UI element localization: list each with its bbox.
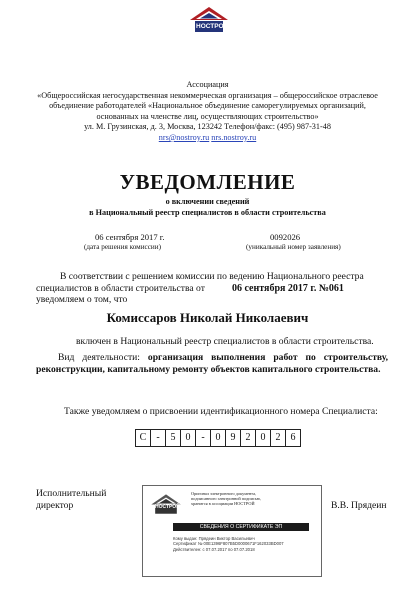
para1-line-1: В соответствии с решением комиссии по ведению Национального реестра xyxy=(60,271,364,282)
signer-title-line-1: Исполнительный xyxy=(36,488,107,499)
subtitle-line-1: о включении сведений xyxy=(165,197,250,206)
id-char: 2 xyxy=(271,430,286,446)
id-char: 0 xyxy=(211,430,226,446)
cert-number: Сертификат № 00E1396F807B5D0000671F162033BD007 xyxy=(173,541,284,547)
stamp-certificate-details xyxy=(173,536,318,552)
para1-line-2: специалистов в области строительства от xyxy=(36,282,205,294)
decision-date: 06 сентября 2017 г. xyxy=(95,232,165,242)
digital-signature-stamp xyxy=(142,485,322,577)
stamp-logo xyxy=(149,492,183,520)
person-name: Комиссаров Николай Николаевич xyxy=(106,310,309,325)
decision-date-label: (дата решения комиссии) xyxy=(84,243,162,251)
nostroy-logo xyxy=(187,6,231,38)
inclusion-statement: включен в Национальный реестр специалистов в области строительства. xyxy=(76,336,374,347)
stamp-note-line-1: Оригинал электронного документа, xyxy=(191,491,257,496)
stamp-header-bar: СВЕДЕНИЯ О СЕРТИФИКАТЕ ЭП xyxy=(173,523,309,531)
application-number: 0092026 xyxy=(270,232,301,242)
id-char: - xyxy=(196,430,211,446)
logo-text: НОСТРОЙ xyxy=(196,22,229,30)
stamp-note-line-3: хранится в ассоциации НОСТРОЙ xyxy=(191,501,255,507)
site-link[interactable]: nrs.nostroy.ru xyxy=(211,132,257,142)
org-links xyxy=(0,133,415,144)
signer-name: В.В. Прядеин xyxy=(331,500,387,511)
document-title: УВЕДОМЛЕНИЕ xyxy=(119,170,296,194)
stamp-note xyxy=(191,491,317,507)
specialist-id-boxes xyxy=(135,429,301,447)
stamp-note-line-2: подписанного электронной подписью, xyxy=(191,496,262,502)
activity-text: организация выполнения работ по строительству, реконструкции, капитальному ремонту объектов капитального строительства. xyxy=(36,352,388,375)
id-char: 6 xyxy=(290,432,296,443)
cert-owner: Кому выдан: Прядеин Виктор Васильевич xyxy=(173,536,255,541)
protocol-date-number: 06 сентября 2017 г. №061 xyxy=(232,283,344,294)
id-char: 5 xyxy=(166,430,181,446)
id-char: - xyxy=(151,430,166,446)
signer-title xyxy=(36,488,106,512)
org-line-2: «Общероссийская негосударственная некоммерческая организация – общероссийское отраслевое xyxy=(37,90,378,100)
org-address: ул. М. Грузинская, д. 3, Москва, 123242 Телефон/факс: (495) 987-31-48 xyxy=(84,122,331,132)
para1-line-3: уведомляем о том, что xyxy=(36,294,128,306)
organization-header xyxy=(0,80,415,144)
email-link[interactable]: nrs@nostroy.ru xyxy=(158,132,210,142)
subtitle-line-2: в Национальный реестр специалистов в области строительства xyxy=(89,208,326,217)
activity-paragraph xyxy=(36,352,388,376)
stamp-logo-text: НОСТРОЙ xyxy=(155,504,180,510)
signer-title-line-2: директор xyxy=(36,500,74,511)
org-line-1: Ассоциация xyxy=(186,80,229,89)
activity-label: Вид деятельности: xyxy=(58,352,140,363)
id-char: 2 xyxy=(241,430,256,446)
id-char: 0 xyxy=(256,430,271,446)
org-line-3: объединение работодателей «Национальное объединение саморегулируемых организаций, xyxy=(49,101,366,111)
id-char: 0 xyxy=(181,430,196,446)
application-number-label: (уникальный номер заявления) xyxy=(246,243,341,251)
id-notice: Также уведомляем о присвоении идентификационного номера Специалиста: xyxy=(64,406,378,417)
id-char: С xyxy=(136,430,151,446)
cert-validity: Действителен: с 07.07.2017 по 07.07.2018 xyxy=(173,546,255,552)
document-subtitle xyxy=(0,196,415,218)
org-line-4: основанных на членстве лиц, осуществляющих строительство» xyxy=(96,111,319,121)
id-char: 9 xyxy=(226,430,241,446)
